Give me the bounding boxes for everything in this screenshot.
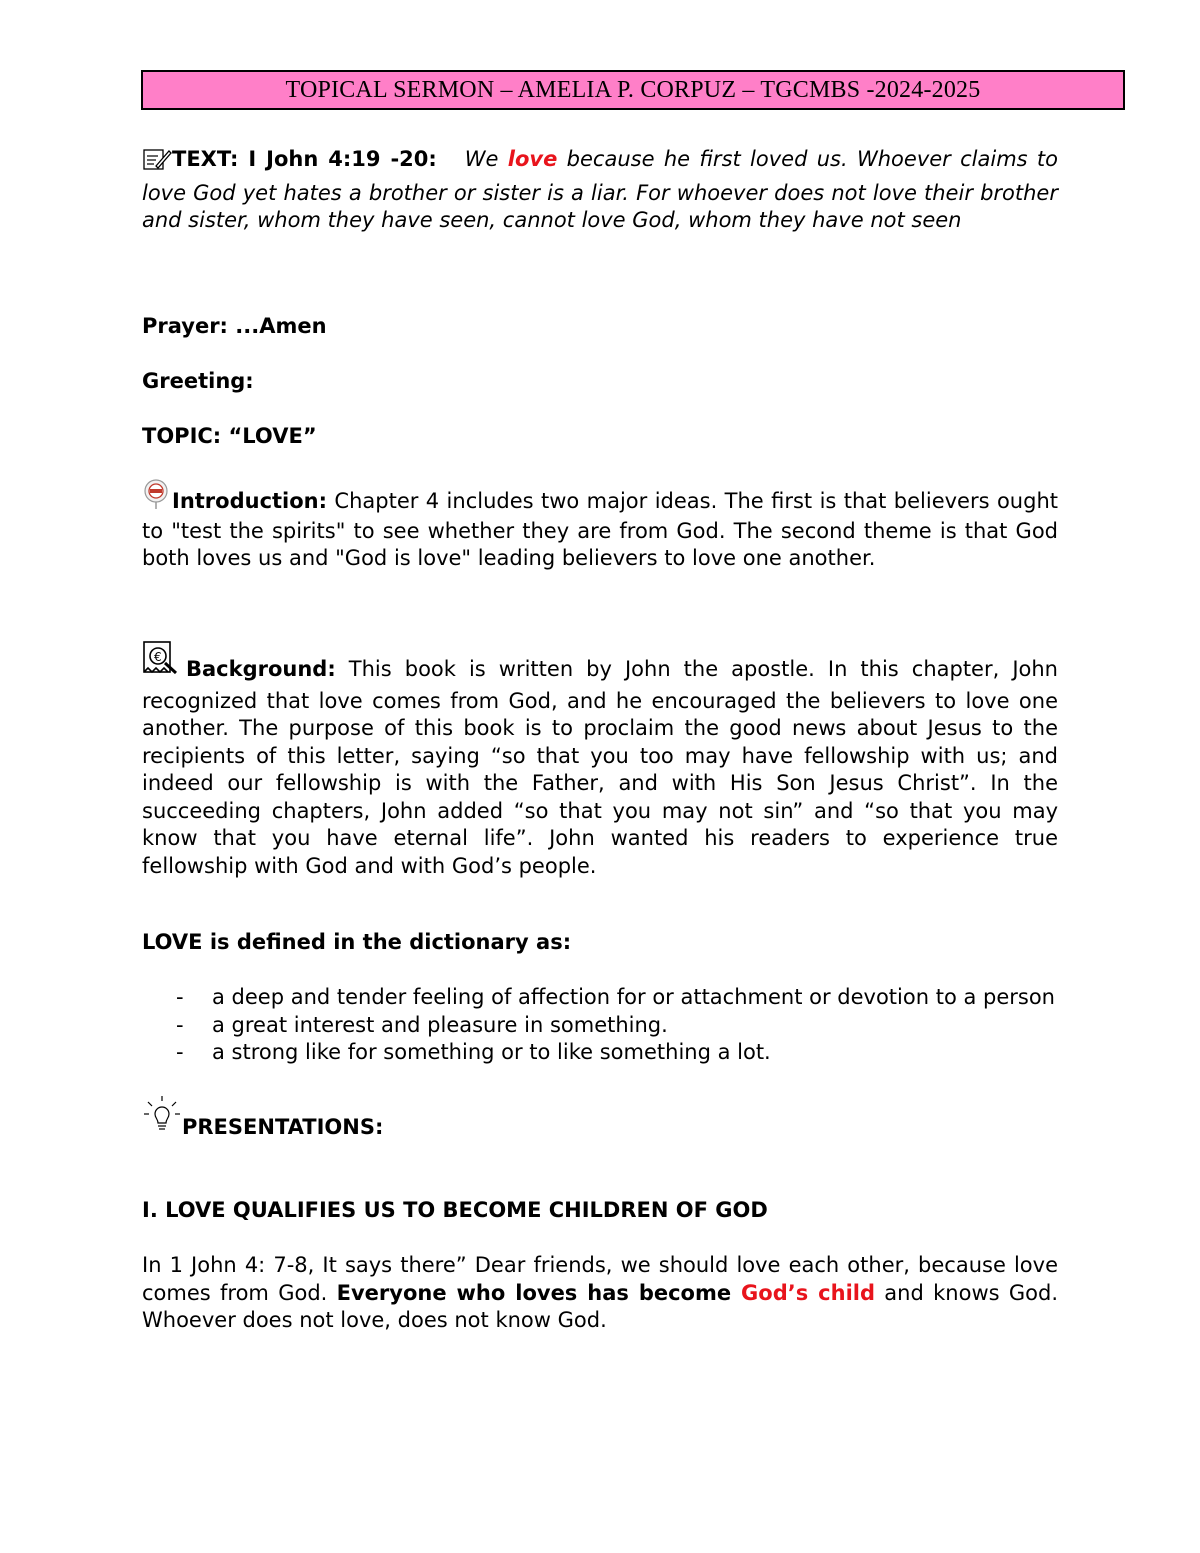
presentations-heading <box>142 1094 1058 1144</box>
scripture-text-paragraph <box>142 146 1058 235</box>
document-header <box>141 70 1125 110</box>
list-item <box>142 1012 1058 1040</box>
verse-after: because he first loved us. Whoever claims to love God yet hates a brother or sister is a liar. For whoever does not love their brother and sister, whom they have seen, cannot love God, whom they have not seen <box>142 147 1059 232</box>
point-one-text-before: In 1 John 4: 7-8, It says there” Dear friends, we should love each other, because love comes from God. <box>142 1253 1058 1305</box>
point-one-bold-text: Everyone who loves has become <box>336 1280 742 1305</box>
introduction-text: Chapter 4 includes two major ideas. The first is that believers ought to "test the spirits" to see whether they are from God. The second theme is that God both loves us and "God is love" leading believers to love one another. <box>142 489 1058 570</box>
pin-badge-icon <box>142 478 172 518</box>
bullet-marker: - <box>176 1040 184 1064</box>
introduction-label: Introduction: <box>172 489 328 513</box>
presentations-label: PRESENTATIONS: <box>182 1115 384 1139</box>
greeting-line: Greeting: <box>142 369 254 393</box>
note-edit-icon <box>142 146 172 180</box>
list-item-text: a strong like for something or to like something a lot. <box>212 1040 771 1064</box>
verse-highlight: love <box>507 147 558 171</box>
header-title: TOPICAL SERMON – AMELIA P. CORPUZ – TGCMBS -2024-2025 <box>285 76 981 103</box>
introduction-paragraph <box>142 478 1058 573</box>
lightbulb-icon <box>142 1094 182 1144</box>
point-one-text-after: and knows God. Whoever does not love, does not know God. <box>142 1280 1058 1332</box>
list-item-text: a great interest and pleasure in something. <box>212 1012 668 1037</box>
background-text: This book is written by John the apostle. In this chapter, John recognized that love comes from God, and he encouraged the believers to love one another. The purpose of this book is to proclaim the good news about Jesus to the recipients of this letter, saying “so that you too may have fellowship with us; and indeed our fellowship is with the Father, and with His Son Jesus Christ”. In the succeeding chapters, John added “so that you may not sin” and “so that you may know that you have eternal life”. John wanted his readers to experience true fellowship with God and with God’s people. <box>142 657 1058 878</box>
topic-line: TOPIC: “LOVE” <box>142 424 317 448</box>
point-one-heading: I. LOVE QUALIFIES US TO BECOME CHILDREN OF GOD <box>142 1198 768 1222</box>
background-label: Background: <box>186 657 336 681</box>
bullet-marker: - <box>176 985 184 1009</box>
background-paragraph <box>142 640 1058 880</box>
definition-heading: LOVE is defined in the dictionary as: <box>142 930 572 954</box>
text-label: TEXT: I John 4:19 -20: <box>172 147 437 171</box>
definition-list <box>142 984 1058 1067</box>
bullet-marker: - <box>176 1012 184 1037</box>
point-one-red-text: God’s child <box>741 1280 875 1305</box>
list-item <box>142 984 1058 1012</box>
list-item-text: a deep and tender feeling of affection for or attachment or devotion to a person <box>212 985 1055 1009</box>
svg-text:€: € <box>154 650 162 664</box>
verse-before: We <box>464 147 508 171</box>
point-one-paragraph <box>142 1252 1058 1335</box>
list-item <box>142 1039 1058 1067</box>
prayer-line: Prayer: ...Amen <box>142 314 327 338</box>
document-search-icon <box>142 640 186 688</box>
